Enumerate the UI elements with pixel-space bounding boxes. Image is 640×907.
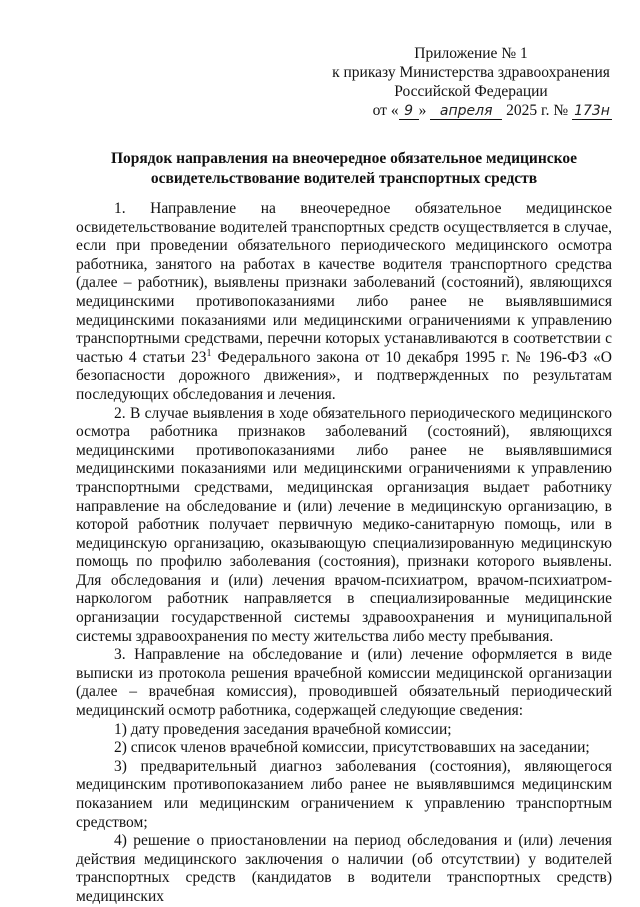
paragraph-1 [76,200,612,405]
footnote-marker: 1 [206,347,212,359]
paragraph-1-text-b: Федерального закона от 10 декабря 1995 г. № 196-ФЗ «О безопасности дорожного движения», и подтвержденных по результатам последующих обследования и лечения. [76,348,613,403]
handwritten-order-number: 173н [572,104,612,120]
list-item-1: 1) дату проведения заседания врачебной комиссии; [114,720,452,738]
list-item-4: 4) решение о приостановлении на период обследования и (или) лечения действия медицинского заключения о наличии (об отсутствии) у водителей транспортных средств (кандидатов в водители транспортных средств) медицинских [76,832,612,905]
title-line-2: освидетельствование водителей транспортных средств [150,170,538,187]
paragraph-1-text-a: 1. Направление на внеочередное обязательное медицинское освидетельствование водителей транспортных средств осуществляется в случае, если при проведении обязательного периодического медицинского осмотра работника, занятого на работах в качестве водителя транспортного средства (далее – работник), выявлены признаки заболеваний (состояний), являющихся медицинскими противопоказаниями либо ранее не выявлявшимися медицинскими показаниями или медицинскими ограничениями к управлению транспортными средствами, перечни которых устанавливаются в соответствии с частью 4 статьи 23 [76,200,612,366]
order-reference: к приказу Министерства здравоохранения [332,64,610,81]
date-prefix: от « [372,102,399,119]
order-date-line [330,101,612,120]
ministry-country: Российской Федерации [394,83,548,100]
title-line-1: Порядок направления на внеочередное обязательное медицинское [110,150,578,167]
date-mid: » [418,102,427,119]
paragraph-2: 2. В случае выявления в ходе обязательного периодического медицинского осмотра работника признаков заболеваний (состояний), являющихся медицинскими противопоказаниями либо ранее не выявлявшимися медицинскими показаниями или медицинскими ограничениями к управлению транспортными средствами, медицинская организация выдает работнику направление на обследование и (или) лечение в медицинскую организацию, в которой работник получает первичную медико-санитарную помощь, или в медицинскую организацию, оказывающую специализированную медицинскую помощь по профилю заболевания (состояния), признаки которого выявлены. Для обследования и (или) лечения врачом-психиатром, врачом-психиатром-наркологом работник направляется в специализированные медицинские организации государственной системы здравоохранения и муниципальной системы здравоохранения по месту жительства либо месту пребывания. [76,404,612,645]
paragraph-3: 3. Направление на обследование и (или) лечение оформляется в виде выписки из протокола решения врачебной комиссии медицинской организации (далее – врачебная комиссия), проводившей обязательный периодический медицинский осмотр работника, содержащей следующие сведения: [76,646,612,720]
document-title [76,149,612,189]
handwritten-month: апреля [430,104,502,120]
appendix-number: Приложение № 1 [414,45,528,62]
list-item-2: 2) список членов врачебной комиссии, присутствовавших на заседании; [114,739,590,757]
list-item-3: 3) предварительный диагноз заболевания (состояния), являющегося медицинским противопоказанием либо ранее не выявлявшимся медицинским показанием или медицинским ограничением к управлению транспортным средством; [76,757,612,831]
year-number-label: 2025 г. № [506,102,569,119]
appendix-header [330,44,612,120]
handwritten-day: 9 [399,104,419,120]
document-body [76,200,612,907]
